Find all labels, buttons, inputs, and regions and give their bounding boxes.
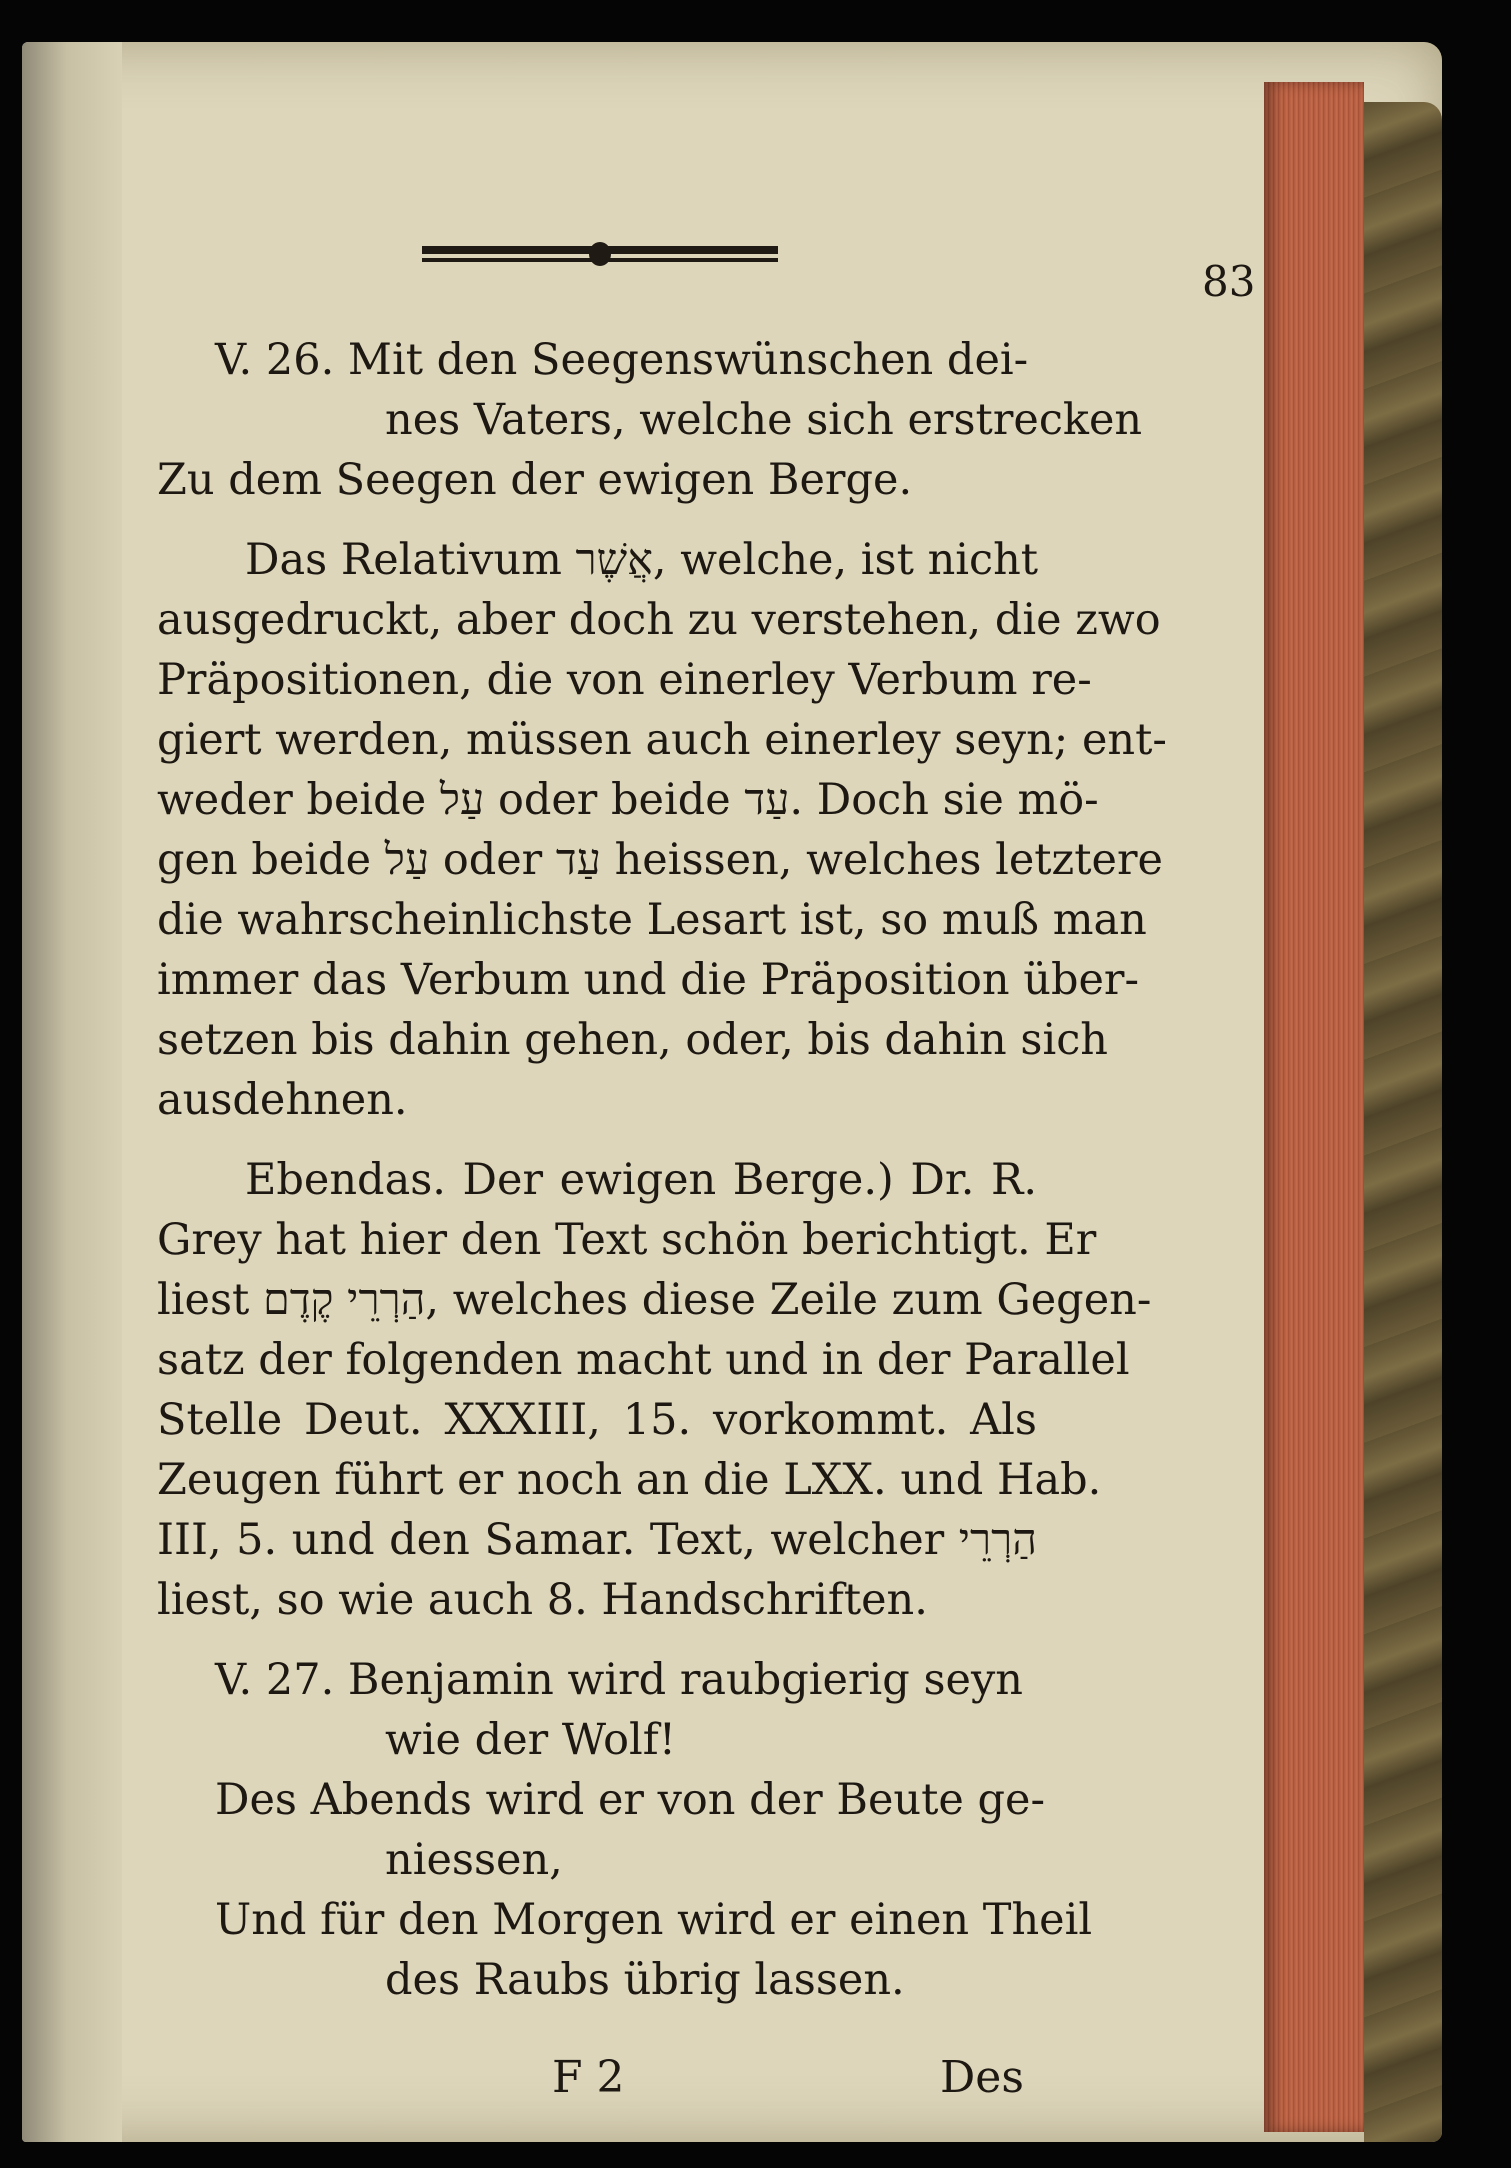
text-line: Das Relativum אֲשֶׁר, welche, ist nicht	[245, 535, 1039, 585]
text-line: ausgedruckt, aber doch zu verstehen, die zwo	[157, 595, 1161, 645]
text-line: ausdehnen.	[157, 1075, 408, 1125]
verse-line: V. 26. Mit den Seegenswünschen dei-	[215, 335, 1029, 385]
verse-line: niessen,	[385, 1835, 563, 1885]
text-line: setzen bis dahin gehen, oder, bis dahin sich	[157, 1015, 1108, 1065]
signature-mark: F 2	[552, 2052, 625, 2103]
verse-line: V. 27. Benjamin wird raubgierig seyn	[215, 1655, 1023, 1705]
text-line: Zeugen führt er noch an die LXX. und Hab.	[157, 1455, 1102, 1505]
page-gutter	[22, 42, 122, 2142]
text-line: gen beide עַל oder עַד heissen, welches letztere	[157, 835, 1163, 885]
page-body	[157, 330, 1167, 2010]
verse-26	[157, 330, 1143, 510]
text-line: Ebendas. Der ewigen Berge.) Dr. R.	[245, 1155, 1037, 1205]
verse-27	[157, 1650, 1093, 2010]
verse-line: nes Vaters, welche sich erstrecken	[385, 395, 1143, 445]
verse-line: Des Abends wird er von der Beute ge-	[215, 1775, 1045, 1825]
text-line: satz der folgenden macht und in der Parallel	[157, 1335, 1130, 1385]
header-ornament-rule	[422, 240, 778, 270]
text-line: III, 5. und den Samar. Text, welcher הַרְרֵי	[157, 1515, 1037, 1565]
commentary-paragraph-1	[157, 530, 1167, 1130]
book-cover-edge	[1364, 102, 1442, 2142]
page-edges	[1264, 82, 1364, 2132]
book-page	[22, 42, 1442, 2142]
text-line: giert werden, müssen auch einerley seyn; ent-	[157, 715, 1167, 765]
verse-line: Zu dem Seegen der ewigen Berge.	[157, 455, 913, 505]
verse-line: Und für den Morgen wird er einen Theil	[215, 1895, 1093, 1945]
text-line: Stelle Deut. XXXIII, 15. vorkommt. Als	[157, 1395, 1037, 1445]
text-line: liest הַרְרֵי קֶדֶם, welches diese Zeile zum Gegen-	[157, 1275, 1152, 1325]
text-line: Grey hat hier den Text schön berichtigt. Er	[157, 1215, 1097, 1265]
page-number: 83	[1202, 257, 1256, 306]
text-line: die wahrscheinlichste Lesart ist, so muß man	[157, 895, 1147, 945]
verse-line: des Raubs übrig lassen.	[385, 1955, 905, 2005]
text-line: weder beide עַל oder beide עַד. Doch sie mö-	[157, 775, 1099, 825]
verse-line: wie der Wolf!	[385, 1715, 676, 1765]
commentary-paragraph-2	[157, 1150, 1152, 1630]
catchword: Des	[940, 2052, 1024, 2103]
text-line: immer das Verbum und die Präposition über-	[157, 955, 1140, 1005]
text-line: Präpositionen, die von einerley Verbum re-	[157, 655, 1092, 705]
text-line: liest, so wie auch 8. Handschriften.	[157, 1575, 928, 1625]
